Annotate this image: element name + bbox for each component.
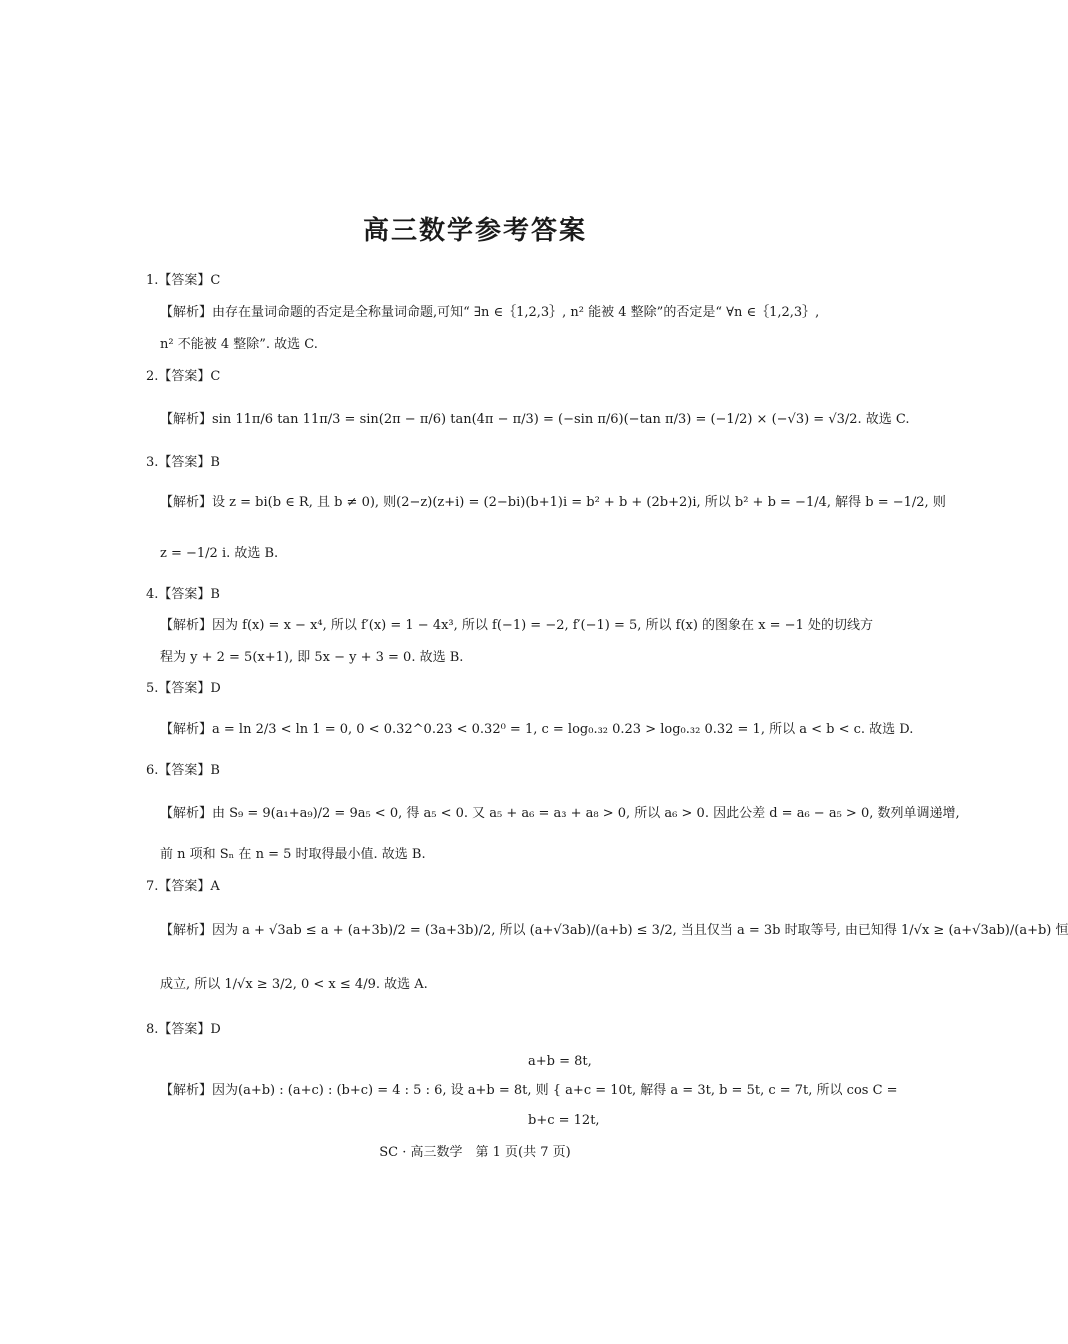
analysis-3-line-2: z = −1/2 i. 故选 B. — [160, 546, 279, 561]
answer-2: 2.【答案】C — [146, 369, 221, 384]
page-title: 高三数学参考答案 — [362, 216, 587, 246]
answer-6: 6.【答案】B — [146, 763, 220, 778]
analysis-7-line-2: 成立, 所以 1/√x ≥ 3/2, 0 < x ≤ 4/9. 故选 A. — [160, 977, 428, 992]
answer-7: 7.【答案】A — [146, 879, 220, 894]
analysis-4-line-2: 程为 y + 2 = 5(x+1), 即 5x − y + 3 = 0. 故选 B. — [160, 650, 464, 665]
answer-8: 8.【答案】D — [146, 1022, 221, 1037]
answer-1: 1.【答案】C — [146, 273, 221, 288]
analysis-4-line-1: 【解析】因为 f(x) = x − x⁴, 所以 f′(x) = 1 − 4x³, 所以 f(−1) = −2, f′(−1) = 5, 所以 f(x) 的图象在 x = −1 处的切线方 — [160, 618, 873, 633]
analysis-8-system-line-1: a+b = 8t, — [528, 1054, 592, 1069]
answer-3: 3.【答案】B — [146, 455, 220, 470]
analysis-8-line-main: 【解析】因为(a+b) : (a+c) : (b+c) = 4 : 5 : 6, 设 a+b = 8t, 则 { a+c = 10t, 解得 a = 3t, b = 5t, c = 7t, 所以 cos C = — [160, 1083, 898, 1098]
analysis-1-line-1: 【解析】由存在量词命题的否定是全称量词命题,可知“ ∃n ∈｛1,2,3｝, n² 能被 4 整除”的否定是“ ∀n ∈｛1,2,3｝, — [160, 305, 820, 320]
analysis-6-line-2: 前 n 项和 Sₙ 在 n = 5 时取得最小值. 故选 B. — [160, 847, 426, 862]
analysis-1-line-2: n² 不能被 4 整除”. 故选 C. — [160, 337, 318, 352]
analysis-6-line-1: 【解析】由 S₉ = 9(a₁+a₉)/2 = 9a₅ < 0, 得 a₅ < 0. 又 a₅ + a₆ = a₃ + a₈ > 0, 所以 a₆ > 0. 因此公差 d = a₆ − a₅ > 0, 数列单调递增, — [160, 806, 960, 821]
analysis-5-line-1: 【解析】a = ln 2/3 < ln 1 = 0, 0 < 0.32^0.23 < 0.32⁰ = 1, c = log₀.₃₂ 0.23 > log₀.₃₂ 0.32 = 1, 所以 a < b < c. 故选 D. — [160, 722, 914, 737]
analysis-7-line-1: 【解析】因为 a + √3ab ≤ a + (a+3b)/2 = (3a+3b)/2, 所以 (a+√3ab)/(a+b) ≤ 3/2, 当且仅当 a = 3b 时取等号, 由已知得 1/√x ≥ (a+√3ab)/(a+b) 恒 — [160, 923, 1068, 938]
analysis-8-system-line-3: b+c = 12t, — [528, 1113, 600, 1128]
analysis-3-line-1: 【解析】设 z = bi(b ∈ R, 且 b ≠ 0), 则(2−z)(z+i) = (2−bi)(b+1)i = b² + b + (2b+2)i, 所以 b² + b = −1/4, 解得 b = −1/2, 则 — [160, 495, 946, 510]
analysis-2-line-1: 【解析】sin 11π/6 tan 11π/3 = sin(2π − π/6) tan(4π − π/3) = (−sin π/6)(−tan π/3) = (−1/2) × (−√3) = √3/2. 故选 C. — [160, 412, 910, 427]
answer-5: 5.【答案】D — [146, 681, 221, 696]
answer-4: 4.【答案】B — [146, 587, 220, 602]
page-footer: SC · 高三数学 第 1 页(共 7 页) — [379, 1145, 571, 1160]
